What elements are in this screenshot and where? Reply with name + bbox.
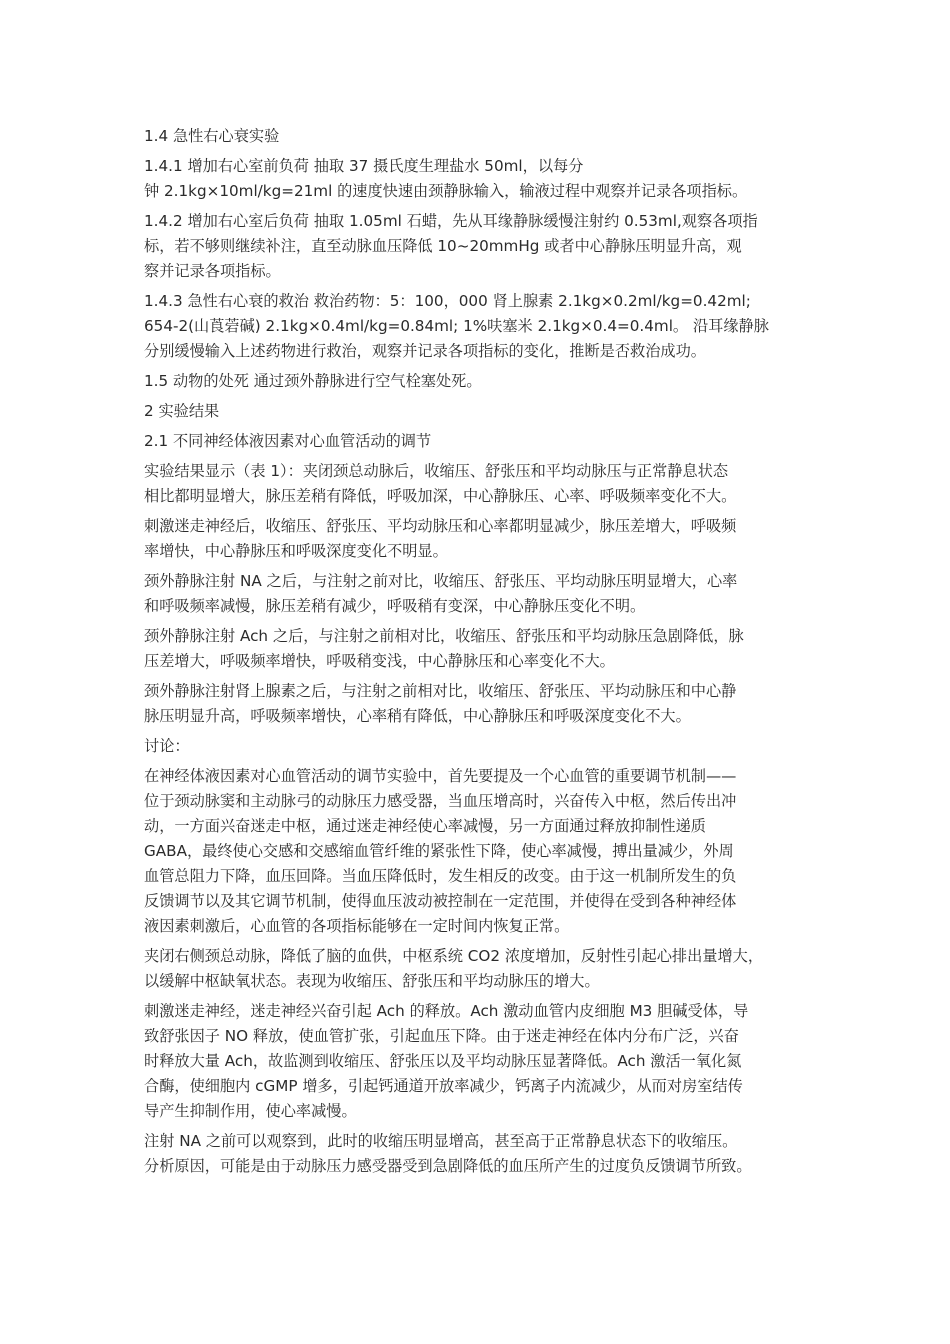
text-line: 察并记录各项指标。 [144, 262, 281, 280]
text-line: GABA，最终使心交感和交感缩血管纤维的紧张性下降，使心率减慢，搏出量减少，外周 [144, 842, 734, 860]
text-line: 颈外静脉注射肾上腺素之后，与注射之前相对比，收缩压、舒张压、平均动脉压和中心静 [144, 682, 737, 700]
text-line: 相比都明显增大，脉压差稍有降低，呼吸加深，中心静脉压、心率、呼吸频率变化不大。 [144, 487, 737, 505]
text-line: 颈外静脉注射 NA 之后，与注射之前对比，收缩压、舒张压、平均动脉压明显增大，心率 [144, 572, 738, 590]
document-body [144, 124, 824, 1184]
text-line: 脉压明显升高，呼吸频率增快，心率稍有降低，中心静脉压和呼吸深度变化不大。 [144, 707, 691, 725]
paragraph-discussion-4 [144, 1129, 824, 1179]
text-line: 动，一方面兴奋迷走中枢，通过迷走神经使心率减慢，另一方面通过释放抑制性递质 [144, 817, 706, 835]
paragraph-discussion-3 [144, 999, 824, 1124]
text-line: 1.5 动物的处死 通过颈外静脉进行空气栓塞处死。 [144, 372, 482, 390]
text-line: 钟 2.1kg×10ml/kg=21ml 的速度快速由颈静脉输入，输液过程中观察并记录各项指标。 [144, 182, 748, 200]
text-line: 率增快，中心静脉压和呼吸深度变化不明显。 [144, 542, 448, 560]
paragraph-sec-1-5 [144, 369, 824, 394]
paragraph-sec-1-4-3 [144, 289, 824, 364]
paragraph-sec-1-4 [144, 124, 824, 149]
text-line: 标，若不够则继续补注，直至动脉血压降低 10~20mmHg 或者中心静脉压明显升高，观 [144, 237, 742, 255]
text-line: 讨论： [144, 737, 190, 755]
paragraph-result-4 [144, 624, 824, 674]
text-line: 血管总阻力下降，血压回降。当血压降低时，发生相反的改变。由于这一机制所发生的负 [144, 867, 737, 885]
text-line: 2.1 不同神经体液因素对心血管活动的调节 [144, 432, 432, 450]
text-line: 在神经体液因素对心血管活动的调节实验中，首先要提及一个心血管的重要调节机制—— [144, 767, 737, 785]
paragraph-sec-1-4-2 [144, 209, 824, 284]
text-line: 注射 NA 之前可以观察到，此时的收缩压明显增高，甚至高于正常静息状态下的收缩压。 [144, 1132, 738, 1150]
text-line: 反馈调节以及其它调节机制，使得血压波动被控制在一定范围，并使得在受到各种神经体 [144, 892, 737, 910]
paragraph-sec-2 [144, 399, 824, 424]
paragraph-result-3 [144, 569, 824, 619]
text-line: 合酶，使细胞内 cGMP 增多，引起钙通道开放率减少，钙离子内流减少，从而对房室结传 [144, 1077, 743, 1095]
text-line: 导产生抑制作用，使心率减慢。 [144, 1102, 357, 1120]
text-line: 夹闭右侧颈总动脉，降低了脑的血供，中枢系统 CO2 浓度增加，反射性引起心排出量增大， [144, 947, 764, 965]
paragraph-result-5 [144, 679, 824, 729]
text-line: 压差增大，呼吸频率增快，呼吸稍变浅，中心静脉压和心率变化不大。 [144, 652, 615, 670]
paragraph-discussion-1 [144, 764, 824, 939]
text-line: 1.4.2 增加右心室后负荷 抽取 1.05ml 石蜡，先从耳缘静脉缓慢注射约 0.53ml,观察各项指 [144, 212, 758, 230]
text-line: 分别缓慢输入上述药物进行救治，观察并记录各项指标的变化，推断是否救治成功。 [144, 342, 706, 360]
text-line: 位于颈动脉窦和主动脉弓的动脉压力感受器，当血压增高时，兴奋传入中枢，然后传出冲 [144, 792, 737, 810]
text-line: 致舒张因子 NO 释放，使血管扩张，引起血压下降。由于迷走神经在体内分布广泛，兴奋 [144, 1027, 739, 1045]
text-line: 2 实验结果 [144, 402, 220, 420]
text-line: 1.4.3 急性右心衰的救治 救治药物：5：100，000 肾上腺素 2.1kg×0.2ml/kg=0.42ml; [144, 292, 751, 310]
text-line: 654-2(山莨菪碱) 2.1kg×0.4ml/kg=0.84ml; 1%呋塞米 2.1kg×0.4=0.4ml。 沿耳缘静脉 [144, 317, 769, 335]
text-line: 分析原因，可能是由于动脉压力感受器受到急剧降低的血压所产生的过度负反馈调节所致。 [144, 1157, 752, 1175]
text-line: 刺激迷走神经后，收缩压、舒张压、平均动脉压和心率都明显减少，脉压差增大，呼吸频 [144, 517, 737, 535]
text-line: 1.4.1 增加右心室前负荷 抽取 37 摄氏度生理盐水 50ml，以每分 [144, 157, 584, 175]
text-line: 实验结果显示（表 1）：夹闭颈总动脉后，收缩压、舒张压和平均动脉压与正常静息状态 [144, 462, 729, 480]
paragraph-result-2 [144, 514, 824, 564]
paragraph-result-1 [144, 459, 824, 509]
paragraph-sec-2-1 [144, 429, 824, 454]
text-line: 液因素刺激后，心血管的各项指标能够在一定时间内恢复正常。 [144, 917, 570, 935]
text-line: 颈外静脉注射 Ach 之后，与注射之前相对比，收缩压、舒张压和平均动脉压急剧降低，脉 [144, 627, 744, 645]
text-line: 以缓解中枢缺氧状态。表现为收缩压、舒张压和平均动脉压的增大。 [144, 972, 600, 990]
text-line: 1.4 急性右心衰实验 [144, 127, 280, 145]
text-line: 时释放大量 Ach，故监测到收缩压、舒张压以及平均动脉压显著降低。Ach 激活一氧化氮 [144, 1052, 742, 1070]
paragraph-discussion-heading [144, 734, 824, 759]
paragraph-discussion-2 [144, 944, 824, 994]
text-line: 和呼吸频率减慢，脉压差稍有减少，呼吸稍有变深，中心静脉压变化不明。 [144, 597, 646, 615]
paragraph-sec-1-4-1 [144, 154, 824, 204]
text-line: 刺激迷走神经，迷走神经兴奋引起 Ach 的释放。Ach 激动血管内皮细胞 M3 胆碱受体，导 [144, 1002, 749, 1020]
